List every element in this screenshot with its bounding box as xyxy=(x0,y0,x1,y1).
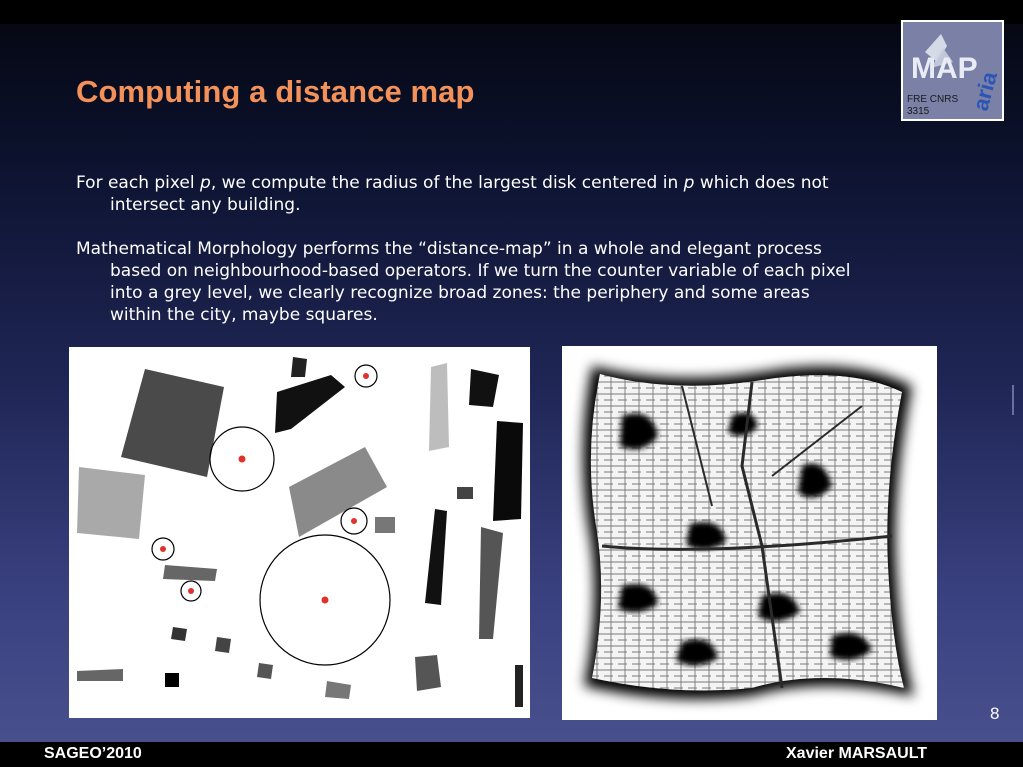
disk-center-dot xyxy=(363,373,369,379)
building xyxy=(429,363,449,451)
building xyxy=(77,669,123,681)
slide-title: Computing a distance map xyxy=(76,74,475,109)
map-logo xyxy=(901,20,1004,121)
para2-line3: into a grey level, we clearly recognize broad zones: the periphery and some areas xyxy=(110,283,810,303)
disk-center-dot xyxy=(322,597,329,604)
building xyxy=(163,565,217,581)
building xyxy=(425,509,447,605)
building xyxy=(77,467,145,539)
footer-author: Xavier MARSAULT xyxy=(786,745,928,762)
building xyxy=(457,487,473,499)
building xyxy=(289,447,387,537)
logo-side-text: aria xyxy=(967,69,1002,114)
paragraph-pixel-radius xyxy=(76,172,976,216)
para2-line2: based on neighbourhood-based operators. If we turn the counter variable of each pixel xyxy=(110,261,851,281)
building xyxy=(515,665,523,707)
building xyxy=(257,663,273,679)
building xyxy=(121,369,224,477)
buildings-with-disks-image xyxy=(69,347,530,718)
logo-wordmark: MAP xyxy=(911,52,978,85)
building xyxy=(469,369,499,407)
logo-sub-line2: 3315 xyxy=(907,106,930,117)
building xyxy=(275,375,345,433)
para1-line2: intersect any building. xyxy=(110,195,301,215)
disk-center-dot xyxy=(239,456,246,463)
city-distance-map-image xyxy=(562,346,937,720)
para1-line1: For each pixel p, we compute the radius of the largest disk centered in p which does not xyxy=(76,173,829,193)
building xyxy=(325,681,351,699)
building xyxy=(291,357,307,377)
building xyxy=(493,421,523,521)
building xyxy=(375,517,395,533)
logo-sub-line1: FRE CNRS xyxy=(907,94,959,105)
top-bar xyxy=(0,0,1023,24)
edge-marker xyxy=(1012,385,1014,415)
footer-conference: SAGEO’2010 xyxy=(44,745,142,762)
building xyxy=(415,655,441,691)
para2-line1: Mathematical Morphology performs the “distance-map” in a whole and elegant process xyxy=(76,239,822,259)
building xyxy=(215,637,231,653)
disk-center-dot xyxy=(351,518,357,524)
building xyxy=(165,673,179,687)
paragraph-morphology xyxy=(76,238,976,326)
disk-center-dot xyxy=(160,546,166,552)
building xyxy=(479,527,503,639)
disk-center-dot xyxy=(188,588,194,594)
building xyxy=(171,627,187,641)
para2-line4: within the city, maybe squares. xyxy=(110,305,378,325)
footer-bar xyxy=(0,742,1023,767)
page-number: 8 xyxy=(990,704,1000,723)
